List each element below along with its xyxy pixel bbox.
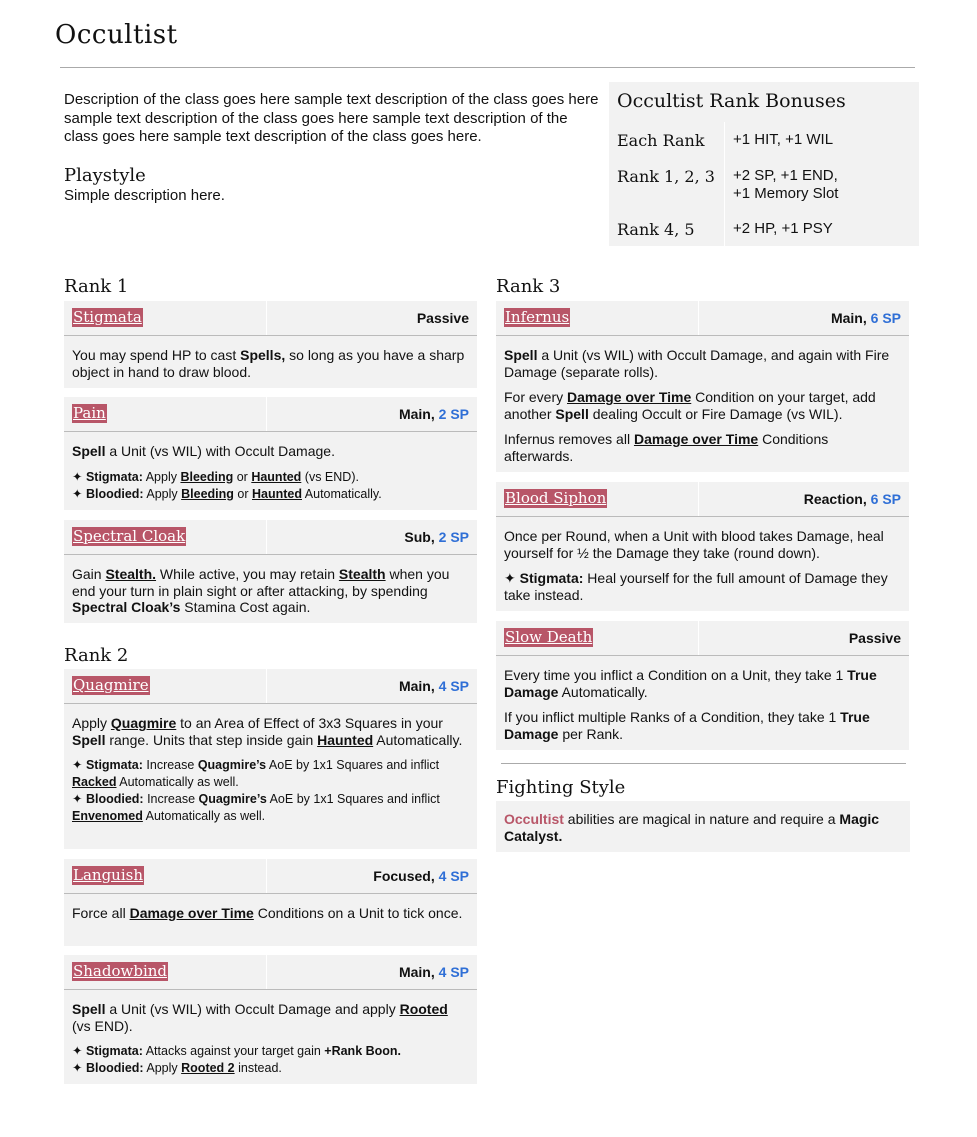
rank-bonuses-panel: [609, 82, 919, 246]
ability-type: Passive: [848, 630, 901, 646]
ability-cost: Reaction, 6 SP: [803, 491, 901, 507]
bonus-column-divider: [724, 122, 725, 246]
ability-header: [496, 301, 909, 336]
ability-body: Spell a Unit (vs WIL) with Occult Damage, and again with Fire Damage (separate rolls). For every Damage over Time Condition on your target, add another Spell dealing Occult or Fire Damage (vs WIL). Infernus removes all Damage over Time Conditions afterwards.: [504, 347, 890, 464]
ability-body: Spell a Unit (vs WIL) with Occult Damage. ✦ Stigmata: Apply Bleeding or Haunted (vs END). ✦ Bloodied: Apply Bleeding or Haunted Automatically.: [72, 443, 382, 501]
ability-body: Every time you inflict a Condition on a Unit, they take 1 True Damage Automatically. If you inflict multiple Ranks of a Condition, they take 1 True Damage per Rank.: [504, 667, 877, 742]
ability-name: Shadowbind: [73, 962, 168, 980]
top-divider: [60, 67, 915, 68]
ability-name: Pain: [73, 404, 106, 422]
bonus-value: +2 HP, +1 PSY: [733, 220, 833, 237]
ability-type: Passive: [416, 310, 469, 326]
page-title: Occultist: [55, 20, 178, 50]
ability-cost: Sub, 2 SP: [404, 529, 469, 545]
bonus-value: +1 HIT, +1 WIL: [733, 131, 834, 148]
ability-body: Gain Stealth. While active, you may retain Stealth when you end your turn in plain sight or after attacking, by spending Spectral Cloak’s Stamina Cost again.: [72, 566, 450, 615]
ability-header: [64, 955, 477, 990]
ability-card-stigmata: [64, 301, 477, 388]
fighting-style-card: [496, 801, 910, 852]
ability-card-quagmire: [64, 669, 477, 849]
ability-card-slow-death: [496, 621, 909, 750]
ability-body: Spell a Unit (vs WIL) with Occult Damage and apply Rooted (vs END). ✦ Stigmata: Attacks against your target gain +Rank Boon. ✦ Bloodied: Apply Rooted 2 instead.: [72, 1001, 448, 1075]
rank-2-heading: Rank 2: [64, 645, 129, 666]
ability-header: [496, 621, 909, 656]
ability-cost: Focused, 4 SP: [373, 868, 469, 884]
ability-name: Languish: [73, 866, 143, 884]
ability-name: Quagmire: [73, 676, 149, 694]
fighting-style-body: Occultist abilities are magical in nature and require a Magic Catalyst.: [504, 811, 880, 844]
bonus-label: Each Rank: [617, 131, 705, 150]
ability-header: [64, 859, 477, 894]
ability-body: Apply Quagmire to an Area of Effect of 3x3 Squares in your Spell range. Units that step inside gain Haunted Automatically. ✦ Stigmata: Increase Quagmire’s AoE by 1x1 Squares and inflict Racked Automatically as well. ✦ Bloodied: Increase Quagmire’s AoE by 1x1 Squares and inflict Envenomed Automatically as well.: [72, 715, 463, 823]
playstyle-heading: Playstyle: [64, 164, 146, 186]
ability-name: Spectral Cloak: [73, 527, 186, 545]
ability-cost: Main, 4 SP: [398, 964, 469, 980]
ability-card-infernus: [496, 301, 909, 472]
class-intro: [64, 91, 604, 206]
ability-card-pain: [64, 397, 477, 510]
rank-1-heading: Rank 1: [64, 276, 129, 297]
ability-body: Force all Damage over Time Conditions on a Unit to tick once.: [72, 905, 463, 921]
ability-cost: Main, 2 SP: [398, 406, 469, 422]
bonus-label: Rank 4, 5: [617, 220, 695, 239]
ability-body: Once per Round, when a Unit with blood takes Damage, heal yourself for ½ the Damage they take (round down). ✦ Stigmata: Heal yourself for the full amount of Damage they take instead.: [504, 528, 888, 603]
bonus-value: +2 SP, +1 END,: [733, 167, 838, 184]
ability-card-blood-siphon: [496, 482, 909, 611]
section-divider: [501, 763, 906, 764]
ability-cost: Main, 6 SP: [830, 310, 901, 326]
bonus-label: Rank 1, 2, 3: [617, 167, 715, 186]
ability-header: [64, 669, 477, 704]
ability-cost: Main, 4 SP: [398, 678, 469, 694]
ability-card-spectral-cloak: [64, 520, 477, 623]
ability-body: You may spend HP to cast Spells, so long as you have a sharp object in hand to draw blood.: [72, 347, 465, 380]
class-description: Description of the class goes here sample text description of the class goes here sample text description of the class goes here sample text description of the class goes here sample text description of the class goes here.: [64, 91, 599, 145]
ability-card-shadowbind: [64, 955, 477, 1084]
ability-header: [64, 301, 477, 336]
ability-header: [64, 520, 477, 555]
ability-name: Infernus: [505, 308, 570, 326]
rank-3-heading: Rank 3: [496, 276, 561, 297]
ability-header: [496, 482, 909, 517]
ability-header: [64, 397, 477, 432]
ability-name: Slow Death: [505, 628, 593, 646]
bonus-value-extra: +1 Memory Slot: [733, 185, 839, 202]
ability-name: Stigmata: [73, 308, 142, 326]
fighting-style-heading: Fighting Style: [496, 777, 626, 798]
ability-name: Blood Siphon: [505, 489, 607, 507]
rank-bonuses-title: Occultist Rank Bonuses: [617, 90, 846, 112]
playstyle-text: Simple description here.: [64, 187, 225, 204]
ability-card-languish: [64, 859, 477, 946]
